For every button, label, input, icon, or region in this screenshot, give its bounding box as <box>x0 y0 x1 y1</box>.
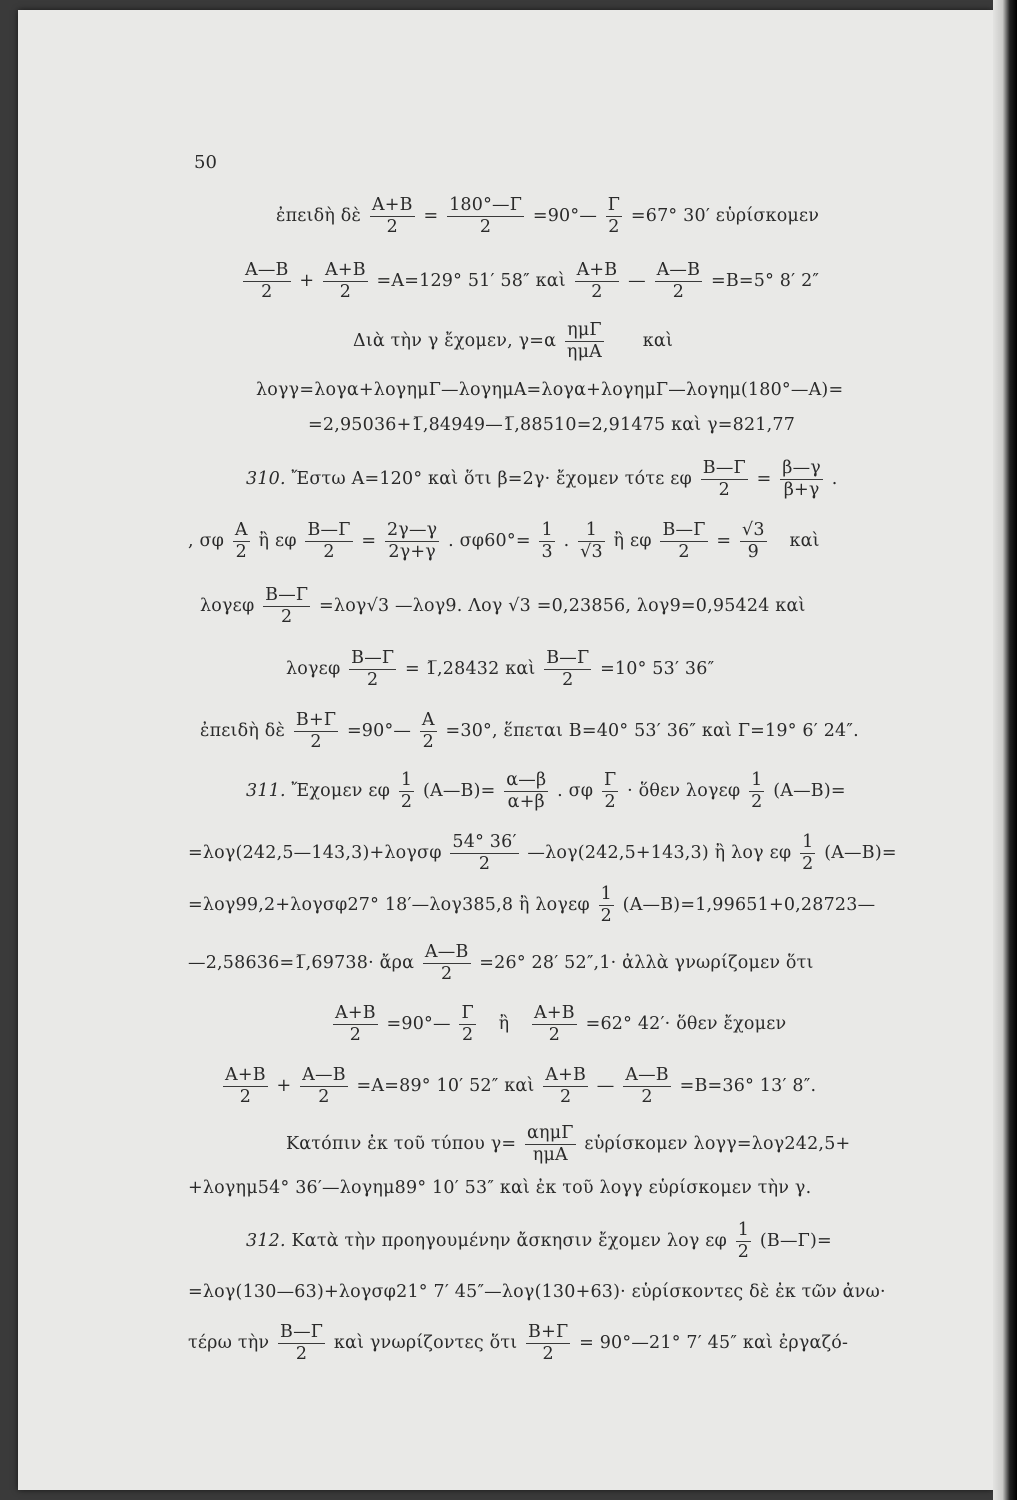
fraction: $\frac{B—\Gamma}{2}$ <box>307 520 351 562</box>
exercise-310-line <box>246 458 838 501</box>
text: — <box>628 271 646 291</box>
text: =10° 53′ 36″ <box>600 659 715 679</box>
fraction: $\frac{\Gamma}{2}$ <box>607 195 621 237</box>
fraction: αημΓ ημA <box>527 1123 574 1165</box>
fraction: $\frac{\alpha—\beta}{\alpha+\beta}$ <box>506 770 547 812</box>
text: εὑρίσκομεν λογγ=λογ242,5+ <box>584 1134 851 1154</box>
text: = <box>361 531 377 551</box>
fraction: $\frac{A+B}{2}$ <box>545 1065 587 1107</box>
fraction: $\frac{B—\Gamma}{2}$ <box>265 585 309 627</box>
exercise-number: 312. <box>246 1231 286 1251</box>
text: . <box>563 531 570 551</box>
equation-line-16 <box>220 1065 816 1108</box>
text: . σφ <box>557 781 594 801</box>
fraction: $\frac{A+B}{2}$ <box>371 195 413 237</box>
text: = <box>756 469 772 489</box>
text: Διὰ τὴν γ ἔχομεν, γ=α <box>353 331 557 351</box>
fraction: $\frac{B+\Gamma}{2}$ <box>528 1322 569 1364</box>
equation-line-7 <box>188 520 820 563</box>
exercise-number: 310. <box>246 469 286 489</box>
equation-line-9 <box>286 648 714 691</box>
fraction: $\frac{A—B}{2}$ <box>302 1065 346 1107</box>
fraction: $\frac{\beta—\gamma}{\beta+\gamma}$ <box>782 458 821 500</box>
fraction: $\frac{180^\circ—\Gamma}{2}$ <box>449 195 523 237</box>
fraction: $\frac{2\gamma—\gamma}{2\gamma+\gamma}$ <box>386 520 438 562</box>
fraction: ημΓ ημA <box>566 320 603 362</box>
text: =90°— <box>532 206 598 226</box>
text: καὶ γνωρίζοντες ὅτι <box>333 1333 518 1353</box>
fraction: $\frac{B—\Gamma}{2}$ <box>546 648 590 690</box>
text: =90°— <box>386 1014 451 1034</box>
fraction: $\frac{B—\Gamma}{2}$ <box>662 520 706 562</box>
fraction: $\frac{\Gamma}{2}$ <box>461 1003 474 1045</box>
exercise-number: 311. <box>246 781 286 801</box>
fraction: $\frac{1}{3}$ <box>541 520 553 562</box>
fraction: $\frac{A}{2}$ <box>234 520 248 562</box>
text: = <box>716 531 732 551</box>
equation-line-4: λογγ=λογα+λογημΓ—λογημA=λογα+λογημΓ—λογημ(180°—A)= <box>256 380 844 400</box>
text: =A=129° 51′ 58″ καὶ <box>376 271 566 291</box>
text: =λογ99,2+λογσφ27° 18′—λογ385,8 ἢ λογεφ <box>188 895 590 915</box>
fraction: $\frac{B—\Gamma}{2}$ <box>702 458 746 500</box>
fraction: $\frac{A}{2}$ <box>421 710 435 752</box>
equation-line-12 <box>188 832 897 875</box>
text: λογεφ <box>286 659 341 679</box>
equation-line-8 <box>200 585 806 628</box>
text: Κατόπιν ἐκ τοῦ τύπου γ= <box>286 1134 517 1154</box>
text: =67° 30′ εὑρίσκομεν <box>630 206 820 226</box>
text: ἐπειδὴ δὲ <box>200 721 286 741</box>
text: + <box>276 1076 292 1096</box>
text: ἢ <box>498 1014 510 1034</box>
fraction: $\frac{A+B}{2}$ <box>534 1003 575 1045</box>
fraction: $\frac{1}{√3}$ <box>580 520 603 562</box>
text: (A—B)= <box>824 843 897 863</box>
fraction: $\frac{A+B}{2}$ <box>325 260 366 302</box>
fraction: $\frac{A+B}{2}$ <box>335 1003 376 1045</box>
equation-line-10 <box>200 710 859 753</box>
text: —2,58636=1̅,69738· ἄρα <box>188 953 415 973</box>
text: =26° 28′ 52″,1· ἀλλὰ γνωρίζομεν ὅτι <box>479 953 814 973</box>
fraction: $\frac{1}{2}$ <box>802 832 814 874</box>
fraction: $\frac{A—B}{2}$ <box>245 260 289 302</box>
equation-line-1 <box>276 195 819 238</box>
fraction: $\frac{B+\Gamma}{2}$ <box>295 710 337 752</box>
text: =λογ(242,5—143,3)+λογσφ <box>188 843 442 863</box>
text: Ἔστω A=120° καὶ ὅτι β=2γ· ἔχομεν τότε εφ <box>291 469 692 489</box>
text: =62° 42′· ὅθεν ἔχομεν <box>585 1014 787 1034</box>
fraction: $\frac{1}{2}$ <box>400 770 413 812</box>
text: (B—Γ)= <box>759 1231 832 1251</box>
text: Ἔχομεν εφ <box>291 781 391 801</box>
text: =90°— <box>346 721 412 741</box>
text: (A—B)= <box>422 781 496 801</box>
equation-line-13 <box>188 884 875 927</box>
book-page <box>18 10 993 1490</box>
fraction: $\frac{A+B}{2}$ <box>225 1065 266 1107</box>
text: =λογ√3 —λογ9. Λογ √3 =0,23856, λογ9=0,95424 καὶ <box>319 596 806 616</box>
text: =B=5° 8′ 2″ <box>710 271 820 291</box>
fraction: $\frac{B—\Gamma}{2}$ <box>351 648 395 690</box>
fraction: $\frac{√3}{9}$ <box>742 520 765 562</box>
fraction: $\frac{1}{2}$ <box>751 770 763 812</box>
text: = <box>423 206 439 226</box>
fraction: $\frac{54^\circ 36'}{2}$ <box>452 832 517 874</box>
text: =B=36° 13′ 8″. <box>679 1076 817 1096</box>
equation-line-20: =λογ(130—63)+λογσφ21° 7′ 45″—λογ(130+63)· εὑρίσκοντες δὲ ἐκ τῶν ἀνω· <box>188 1282 886 1302</box>
text: —λογ(242,5+143,3) ἢ λογ εφ <box>527 843 792 863</box>
exercise-312-line <box>246 1220 832 1263</box>
book-spine-edge <box>993 0 1017 1500</box>
text: + <box>299 271 315 291</box>
fraction: $\frac{B—\Gamma}{2}$ <box>280 1322 324 1364</box>
text: ἢ εφ <box>258 531 297 551</box>
fraction: $\frac{A+B}{2}$ <box>576 260 618 302</box>
exercise-311-line <box>246 770 846 813</box>
text: =A=89° 10′ 52″ καὶ <box>356 1076 535 1096</box>
text: (A—B)= <box>773 781 846 801</box>
fraction: $\frac{\Gamma}{2}$ <box>603 770 617 812</box>
text: — <box>596 1076 615 1096</box>
fraction: $\frac{A—B}{2}$ <box>656 260 701 302</box>
text: . <box>831 469 838 489</box>
page-number: 50 <box>194 152 217 173</box>
equation-line-21 <box>188 1322 848 1365</box>
fraction: $\frac{A—B}{2}$ <box>424 942 469 984</box>
fraction: $\frac{1}{2}$ <box>737 1220 750 1262</box>
equation-line-15 <box>330 1003 786 1046</box>
equation-line-5: =2,95036+1̅,84949—1̅,88510=2,91475 καὶ γ=821,77 <box>308 415 796 435</box>
equation-line-14 <box>188 942 814 985</box>
text: , σφ <box>188 531 225 551</box>
fraction: $\frac{A—B}{2}$ <box>625 1065 669 1107</box>
equation-line-3 <box>353 320 673 363</box>
text: =30°, ἕπεται B=40° 53′ 36″ καὶ Γ=19° 6′ 24″. <box>445 721 859 741</box>
equation-line-17 <box>286 1123 850 1166</box>
text: λογεφ <box>200 596 255 616</box>
fraction: $\frac{1}{2}$ <box>600 884 612 926</box>
equation-line-2 <box>240 260 819 303</box>
text: = 90°—21° 7′ 45″ καὶ ἐργαζό- <box>579 1333 849 1353</box>
text: (A—B)=1,99651+0,28723— <box>622 895 876 915</box>
equation-line-18: +λογημ54° 36′—λογημ89° 10′ 53″ καὶ ἐκ τοῦ λογγ εὑρίσκομεν τὴν γ. <box>188 1178 812 1198</box>
text: Κατὰ τὴν προηγουμένην ἄσκησιν ἔχομεν λογ εφ <box>291 1231 727 1251</box>
text: . σφ60°= <box>448 531 531 551</box>
text: καὶ <box>642 331 674 351</box>
text: ἢ εφ <box>613 531 652 551</box>
text: τέρω τὴν <box>188 1333 270 1353</box>
text: = 1̅,28432 καὶ <box>405 659 536 679</box>
text: καὶ <box>789 531 820 551</box>
text: ἐπειδὴ δὲ <box>276 206 362 226</box>
text: · ὅθεν λογεφ <box>627 781 741 801</box>
